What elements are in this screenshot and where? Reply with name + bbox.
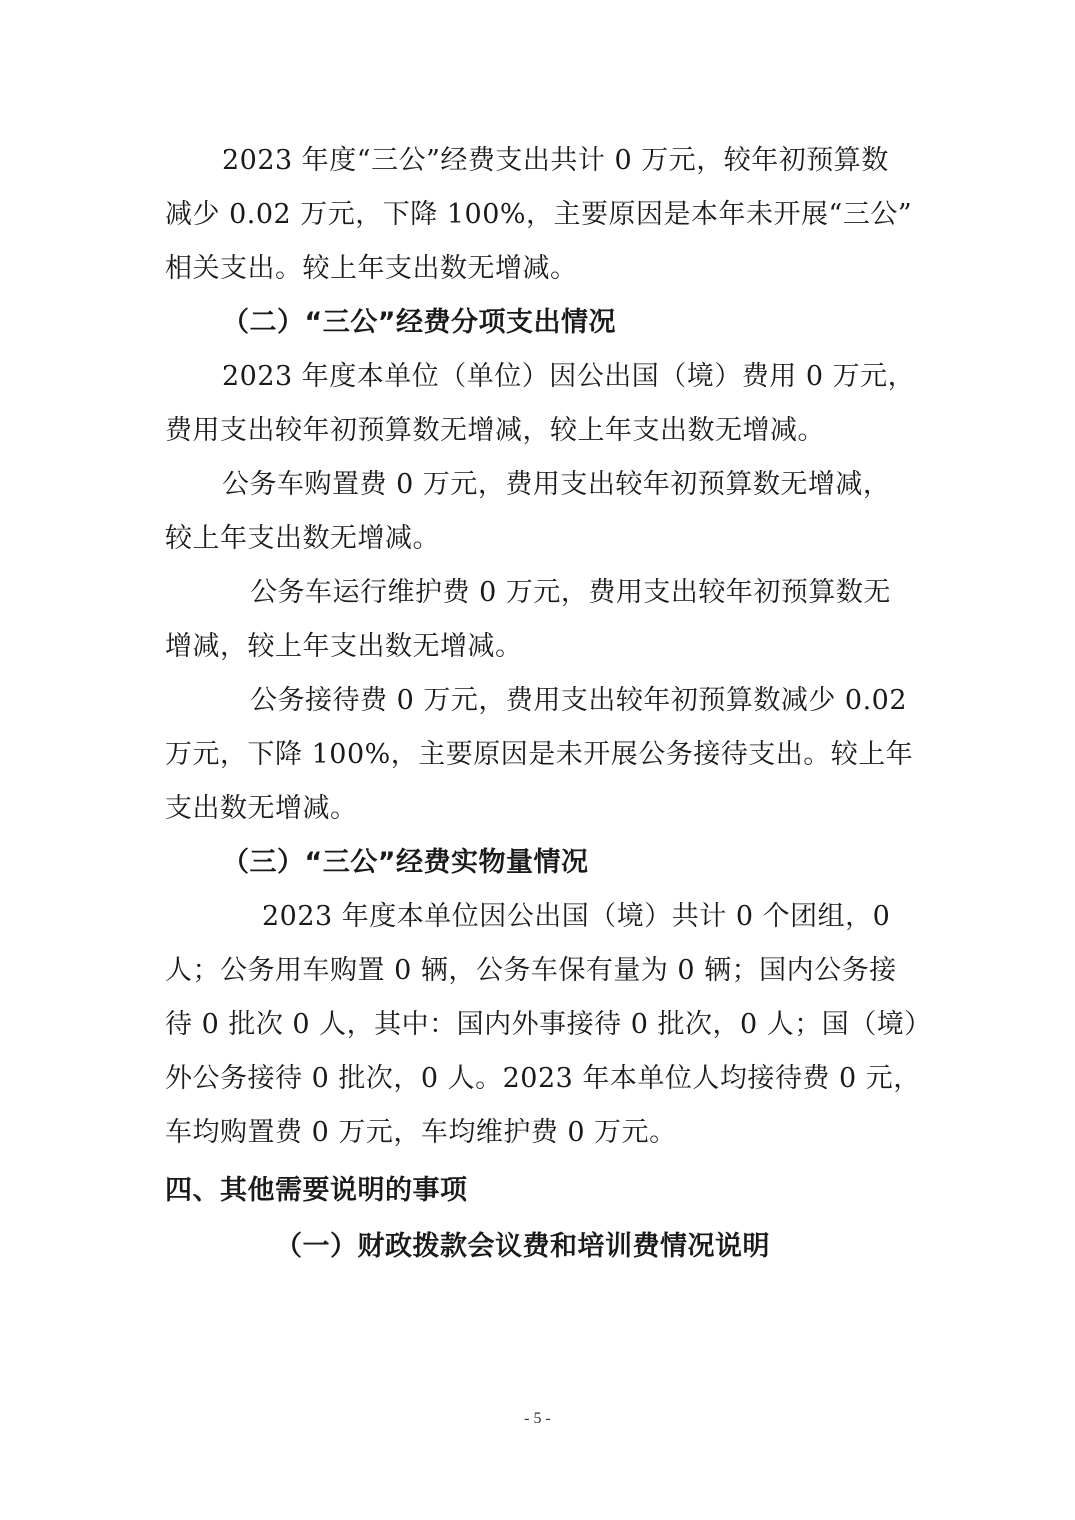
paragraph-line: 较上年支出数无增减。 bbox=[165, 523, 440, 554]
section-heading: （一）财政拨款会议费和培训费情况说明 bbox=[275, 1231, 770, 1262]
paragraph-line: 减少 0.02 万元，下降 100%，主要原因是本年未开展“三公” bbox=[165, 199, 913, 230]
paragraph-line: 万元，下降 100%，主要原因是未开展公务接待支出。较上年 bbox=[165, 739, 914, 770]
paragraph-line: 外公务接待 0 批次，0 人。2023 年本单位人均接待费 0 元， bbox=[165, 1063, 921, 1094]
page-number: - 5 - bbox=[524, 1410, 551, 1427]
paragraph-line: 相关支出。较上年支出数无增减。 bbox=[165, 253, 578, 284]
paragraph-line: 费用支出较年初预算数无增减，较上年支出数无增减。 bbox=[165, 415, 825, 446]
paragraph-line: 支出数无增减。 bbox=[165, 793, 358, 824]
paragraph-line: 车均购置费 0 万元，车均维护费 0 万元。 bbox=[165, 1117, 677, 1148]
section-heading: （三）“三公”经费实物量情况 bbox=[222, 847, 589, 878]
paragraph-line: 待 0 批次 0 人，其中：国内外事接待 0 批次，0 人；国（境） bbox=[165, 1009, 932, 1040]
paragraph-line: 公务接待费 0 万元，费用支出较年初预算数减少 0.02 bbox=[250, 685, 908, 716]
paragraph-line: 人；公务用车购置 0 辆，公务车保有量为 0 辆；国内公务接 bbox=[165, 955, 897, 986]
paragraph-line: 公务车运行维护费 0 万元，费用支出较年初预算数无 bbox=[250, 577, 891, 608]
paragraph-line: 公务车购置费 0 万元，费用支出较年初预算数无增减， bbox=[222, 469, 891, 500]
paragraph-line: 2023 年度本单位（单位）因公出国（境）费用 0 万元， bbox=[222, 361, 916, 392]
paragraph-line: 2023 年度本单位因公出国（境）共计 0 个团组，0 bbox=[262, 901, 891, 932]
paragraph-line: 2023 年度“三公”经费支出共计 0 万元，较年初预算数 bbox=[222, 145, 889, 176]
paragraph-line: 增减，较上年支出数无增减。 bbox=[165, 631, 523, 662]
chapter-heading: 四、其他需要说明的事项 bbox=[165, 1175, 468, 1206]
section-heading: （二）“三公”经费分项支出情况 bbox=[222, 307, 616, 338]
